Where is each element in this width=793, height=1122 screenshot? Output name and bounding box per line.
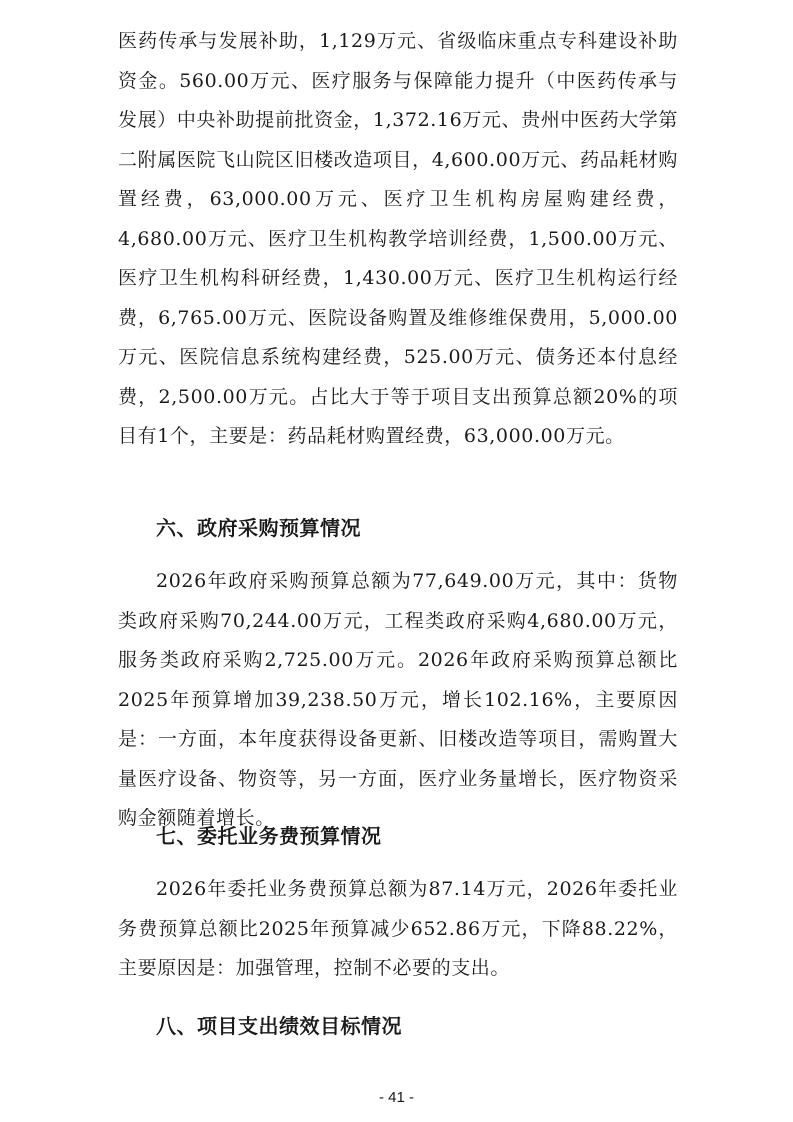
paragraph-commissioned-business-fees: 2026年委托业务费预算总额为87.14万元，2026年委托业务费预算总额比2025年预算减少652.86万元，下降88.22%，主要原因是：加强管理，控制不必要的支出。 (118, 878, 678, 979)
heading-commissioned-business-fees: 七、委托业务费预算情况 (156, 824, 382, 848)
paragraph-government-procurement: 2026年政府采购预算总额为77,649.00万元，其中：货物类政府采购70,244.00万元，工程类政府采购4,680.00万元，服务类政府采购2,725.00万元。2026年政府采购预算总额比2025年预算增加39,238.50万元，增长102.16%，主要原因是：一方面，本年度获得设备更新、旧楼改造等项目，需购置大量医疗设备、物资等，另一方面，医疗业务量增长，医疗物资采购金额随着增长。 (118, 570, 678, 829)
page-number: - 41 - (378, 1089, 414, 1106)
paragraph-project-expenditure: 医药传承与发展补助，1,129万元、省级临床重点专科建设补助资金。560.00万元、医疗服务与保障能力提升（中医药传承与发展）中央补助提前批资金，1,372.16万元、贵州中医药大学第二附属医院飞山院区旧楼改造项目，4,600.00万元、药品耗材购置经费，63,000.00万元、医疗卫生机构房屋购建经费，4,680.00万元、医疗卫生机构教学培训经费，1,500.00万元、医疗卫生机构科研经费，1,430.00万元、医疗卫生机构运行经费，6,765.00万元、医院设备购置及维修维保费用，5,000.00万元、医院信息系统构建经费，525.00万元、债务还本付息经费，2,500.00万元。占比大于等于项目支出预算总额20%的项目有1个，主要是：药品耗材购置经费，63,000.00万元。 (118, 30, 678, 447)
heading-government-procurement: 六、政府采购预算情况 (156, 516, 361, 540)
heading-performance-targets: 八、项目支出绩效目标情况 (156, 1014, 402, 1038)
